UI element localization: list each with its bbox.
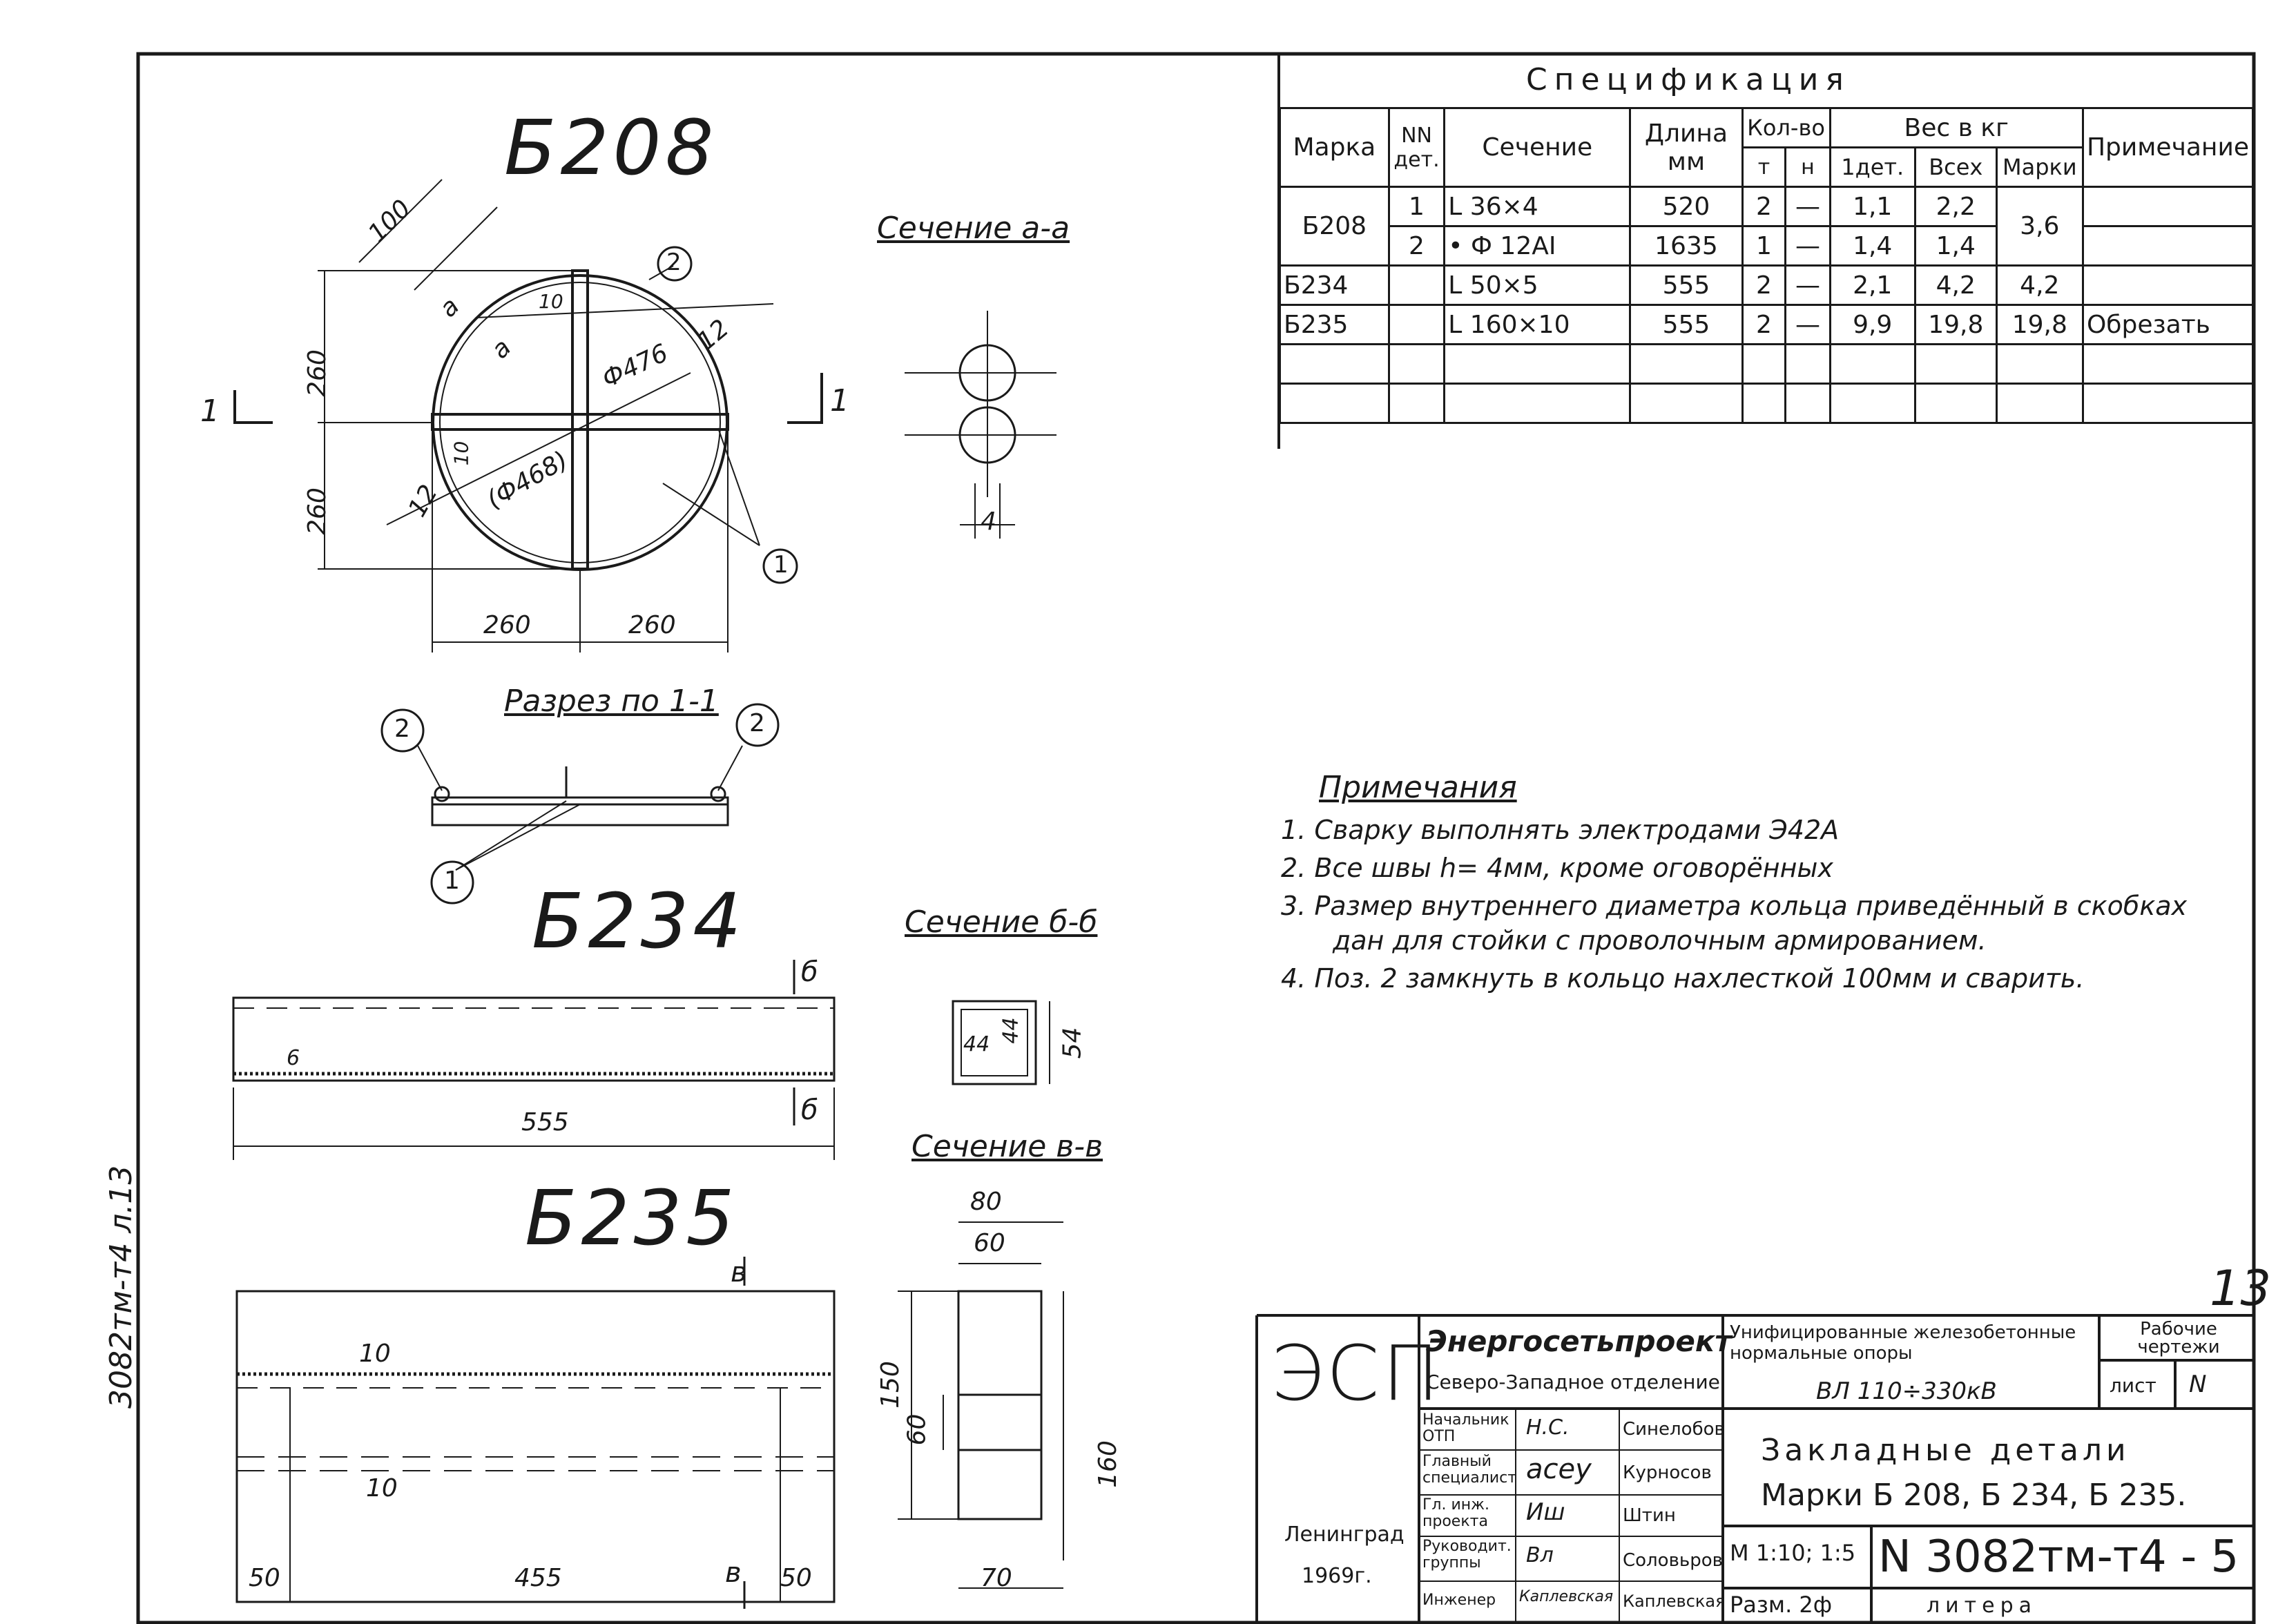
title-branch: Северо-Западное отделение [1426, 1371, 1720, 1393]
b234-cut-top: б [801, 956, 818, 988]
spec-cell: 2 [1742, 266, 1786, 305]
title-drawing: Закладные детали [1761, 1433, 2130, 1468]
spec-cell: 19,8 [1996, 305, 2083, 345]
spec-cell: L 50×5 [1445, 266, 1630, 305]
mark-a-2: а [485, 334, 517, 365]
spec-cell: 1 [1389, 187, 1445, 226]
cut-1-1-drawing [418, 746, 742, 870]
spec-cell [2083, 226, 2252, 266]
spec-cell: 19,8 [1915, 305, 1996, 345]
b235-weld-bottom: 10 [366, 1474, 398, 1502]
title-year: 1969г. [1302, 1564, 1372, 1588]
spec-table [1279, 107, 2254, 424]
dim-10-a: 10 [539, 290, 563, 313]
spec-cell [2083, 266, 2252, 305]
spec-h-qty-n: н [1786, 148, 1830, 187]
spec-h-w-one: 1дет. [1830, 148, 1915, 187]
callout-2: 2 [666, 249, 682, 276]
staff-name: Курносов [1623, 1462, 1712, 1483]
spec-cell: 1 [1742, 226, 1786, 266]
b235-dim-455: 455 [514, 1564, 562, 1592]
staff-name: Штин [1623, 1505, 1676, 1526]
b235-dim-150: 150 [876, 1361, 905, 1409]
b235-dim-70: 70 [981, 1564, 1012, 1592]
dim-4: 4 [981, 508, 996, 536]
spec-cell: 2,2 [1915, 187, 1996, 226]
dim-phi468: (Ф468) [482, 445, 573, 515]
section-aa-drawing [905, 311, 1056, 539]
spec-row [1280, 305, 2253, 345]
title-sheet-label: лист [2110, 1374, 2156, 1397]
spec-cell: — [1786, 226, 1830, 266]
dim-260-c: 260 [483, 611, 531, 639]
b235-dim-160: 160 [1093, 1440, 1122, 1488]
staff-role: Инженер [1422, 1592, 1496, 1609]
spec-cell: 1,4 [1830, 226, 1915, 266]
staff-name: Синелобов [1623, 1419, 1725, 1440]
title-drawing-sub: Марки Б 208, Б 234, Б 235. [1761, 1478, 2187, 1513]
dim-260-a: 260 [302, 349, 331, 397]
spec-cell: 520 [1630, 187, 1742, 226]
title-stage: Рабочие чертежи [2137, 1319, 2220, 1357]
b235-cut-top: в [731, 1257, 747, 1288]
spec-cell: 555 [1630, 305, 1742, 345]
spec-title: Спецификация [1526, 62, 1851, 97]
spec-cell: — [1786, 305, 1830, 345]
staff-role: Главный специалист [1422, 1453, 1517, 1487]
staff-role: Руководит. группы [1422, 1538, 1512, 1572]
title-number: N 3082тм-т4 - 5 [1878, 1531, 2239, 1583]
mark-a-1: а [434, 292, 465, 323]
dim-12-b: 12 [403, 480, 444, 522]
spec-cell: Б235 [1280, 305, 1389, 345]
staff-sign: Н.С. [1526, 1415, 1570, 1440]
staff-role: Начальник ОТП [1422, 1411, 1509, 1445]
spec-cell: 2 [1742, 305, 1786, 345]
spec-h-w-mark: Марки [1996, 148, 2083, 187]
b235-dim-50-a: 50 [249, 1564, 280, 1592]
spec-cell [1389, 266, 1445, 305]
note-item: 1. Сварку выполнять электродами Э42А [1281, 815, 1840, 845]
spec-h-length: Длина мм [1630, 108, 1742, 187]
cut-1-1-title: Разрез по 1-1 [504, 684, 719, 719]
title-size: Разм. 2ф [1730, 1592, 1833, 1618]
callout-1: 1 [773, 551, 789, 579]
spec-row [1280, 266, 2253, 305]
b235-dim-60-b: 60 [903, 1413, 932, 1446]
dim-260-b: 260 [302, 487, 331, 535]
spec-cell: — [1786, 187, 1830, 226]
staff-name: Соловьров [1623, 1550, 1723, 1571]
staff-sign: Вл [1526, 1543, 1554, 1567]
b234-weld-mark: 6 [287, 1046, 300, 1070]
note-item: 4. Поз. 2 замкнуть в кольцо нахлесткой 100мм и сварить. [1281, 963, 2085, 994]
margin-note: 3082тм-т4 л.13 [104, 1165, 139, 1409]
spec-cell: L 160×10 [1445, 305, 1630, 345]
title-city: Ленинград [1284, 1522, 1405, 1547]
dim-100: 100 [363, 194, 417, 249]
b234-dim-44-a: 44 [963, 1032, 990, 1056]
title-project: Унифицированные железобетонные нормальные опоры [1730, 1322, 2076, 1364]
b235-drawing [237, 1222, 1063, 1609]
spec-row-empty [1280, 384, 2253, 423]
staff-sign: acey [1526, 1453, 1592, 1485]
spec-h-section: Сечение [1445, 108, 1630, 187]
b234-dim-54: 54 [1058, 1027, 1087, 1059]
spec-cell: 2 [1742, 187, 1786, 226]
spec-cell: 1,1 [1830, 187, 1915, 226]
staff-role: Гл. инж. проекта [1422, 1496, 1489, 1530]
title-logo: ЭСП [1271, 1329, 1442, 1418]
spec-h-qty: Кол-во [1742, 108, 1830, 148]
spec-cell: 4,2 [1996, 266, 2083, 305]
callout-2-b: 2 [749, 709, 765, 737]
spec-cell: 9,9 [1830, 305, 1915, 345]
staff-name: Каплевская [1623, 1592, 1726, 1611]
sheet-corner-number: 13 [2210, 1260, 2272, 1317]
dim-10-b: 10 [450, 441, 473, 466]
title-litera: литера [1927, 1594, 2038, 1618]
b234-dim-44-b: 44 [998, 1017, 1023, 1044]
title-scale: М 1:10; 1:5 [1730, 1540, 1856, 1566]
spec-cell: Б208 [1280, 187, 1389, 266]
note-item: дан для стойки с проволочным армированием. [1333, 925, 1987, 956]
dim-260-d: 260 [628, 611, 676, 639]
title-project2: ВЛ 110÷330кВ [1816, 1378, 1997, 1405]
b208-plan [235, 180, 822, 652]
spec-cell: Б234 [1280, 266, 1389, 305]
b208-title: Б208 [504, 104, 718, 192]
spec-cell: 2 [1389, 226, 1445, 266]
spec-row [1280, 187, 2253, 226]
spec-cell [2083, 187, 2252, 226]
b234-section-title: Сечение б-б [905, 905, 1098, 940]
dim-12-a: 12 [692, 314, 735, 356]
callout-1-b: 1 [444, 867, 460, 895]
spec-cell: Обрезать [2083, 305, 2252, 345]
spec-cell: 3,6 [1996, 187, 2083, 266]
b234-cut-bottom: б [801, 1094, 818, 1126]
spec-cell: 1,4 [1915, 226, 1996, 266]
spec-cell: — [1786, 266, 1830, 305]
spec-cell: 1635 [1630, 226, 1742, 266]
callout-2-a: 2 [394, 715, 410, 743]
b234-length: 555 [521, 1108, 569, 1137]
staff-sign: Каплевская [1519, 1588, 1614, 1605]
spec-h-qty-t: т [1742, 148, 1786, 187]
note-item: 2. Все швы h= 4мм, кроме оговорённых [1281, 853, 1833, 883]
b234-title: Б234 [532, 877, 746, 965]
spec-h-nn: NN дет. [1389, 108, 1445, 187]
b235-dim-60: 60 [974, 1229, 1005, 1257]
notes-title: Примечания [1319, 770, 1517, 805]
b208-section-aa-title: Сечение а-а [877, 211, 1070, 246]
b235-title: Б235 [525, 1174, 739, 1262]
staff-sign: Иш [1526, 1498, 1565, 1526]
spec-cell: 555 [1630, 266, 1742, 305]
cut-mark-right: 1 [830, 383, 849, 418]
b235-weld-top: 10 [359, 1340, 391, 1368]
title-sheet-no: N [2189, 1371, 2207, 1398]
spec-cell: L 36×4 [1445, 187, 1630, 226]
cut-mark-left: 1 [200, 394, 220, 429]
spec-cell: 2,1 [1830, 266, 1915, 305]
spec-cell: • Ф 12АI [1445, 226, 1630, 266]
b235-dim-80: 80 [970, 1188, 1002, 1216]
spec-h-weight: Вес в кг [1830, 108, 2083, 148]
note-item: 3. Размер внутреннего диаметра кольца приведённый в скобках [1281, 891, 2188, 921]
spec-row-empty [1280, 345, 2253, 384]
spec-cell [1389, 305, 1445, 345]
b235-section-title: Сечение в-в [911, 1129, 1103, 1164]
spec-row [1280, 226, 2253, 266]
dim-phi476: Ф476 [598, 338, 673, 394]
spec-h-note: Примечание [2083, 108, 2252, 187]
spec-cell: 4,2 [1915, 266, 1996, 305]
spec-h-mark: Марка [1280, 108, 1389, 187]
title-org: Энергосетьпроект [1426, 1324, 1732, 1358]
spec-h-w-all: Всех [1915, 148, 1996, 187]
b235-dim-50-b: 50 [780, 1564, 812, 1592]
b235-cut-bottom: в [725, 1557, 742, 1589]
